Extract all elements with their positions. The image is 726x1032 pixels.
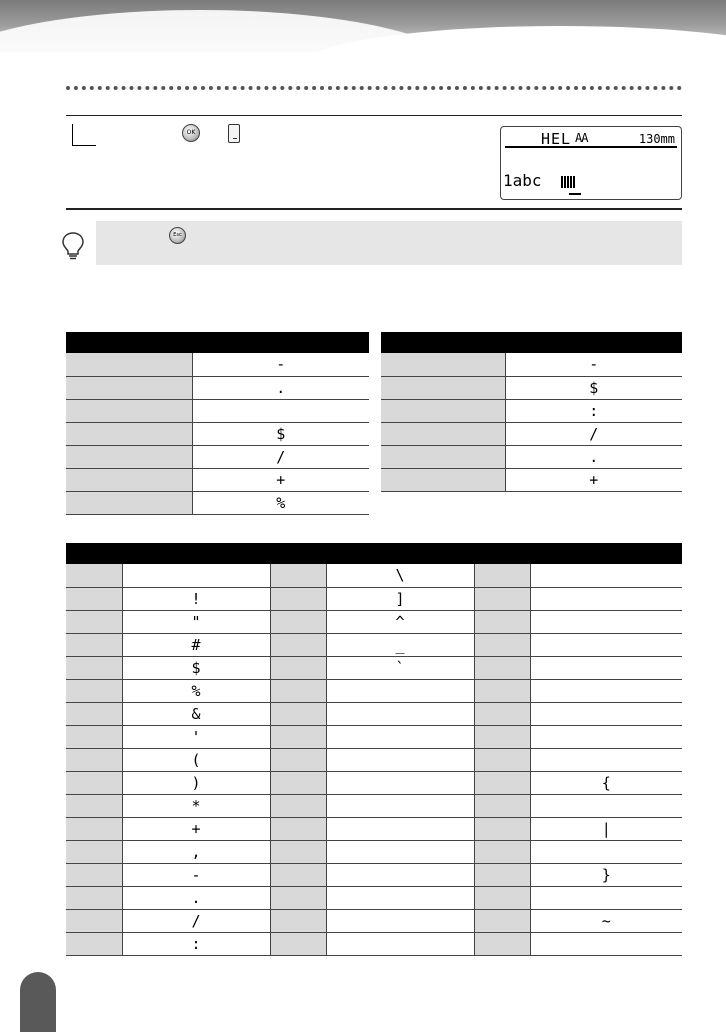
lightbulb-icon [62,232,84,260]
char-cell [326,840,474,863]
table-label-cell [66,422,192,445]
table-label-cell [270,817,326,840]
table-row [66,932,682,955]
table-label-cell [270,771,326,794]
table-label-cell [66,909,122,932]
char-cell [530,932,682,955]
table-right-header-cell [381,332,505,353]
esc-key-icon: Esc [169,227,186,244]
table-left [66,332,369,515]
hint-box [96,221,682,265]
char-cell: ^ [326,610,474,633]
table-row [66,702,682,725]
table-left-header-cell [66,332,192,353]
table-value-cell: / [505,422,682,445]
table-label-cell [474,610,530,633]
table-characters-header-cell [66,543,122,564]
char-cell: ! [122,587,270,610]
table-value-cell: $ [192,422,369,445]
table-label-cell [270,610,326,633]
char-cell: ( [122,748,270,771]
table-label-cell [270,702,326,725]
char-cell: } [530,863,682,886]
table-row [66,445,369,468]
char-cell: ' [122,725,270,748]
table-characters-header-cell [474,543,530,564]
char-cell: ] [326,587,474,610]
table-label-cell [474,656,530,679]
char-cell [530,725,682,748]
char-cell: # [122,633,270,656]
table-label-cell [66,679,122,702]
table-row [66,794,682,817]
enter-key-icon [228,124,240,143]
table-label-cell [66,656,122,679]
table-value-cell [192,399,369,422]
table-label-cell [474,863,530,886]
table-label-cell [270,932,326,955]
table-row [66,886,682,909]
table-label-cell [474,564,530,587]
table-left-header-cell [192,332,369,353]
table-label-cell [66,840,122,863]
table-characters-header-cell [530,543,682,564]
char-cell: % [122,679,270,702]
table-label-cell [474,771,530,794]
table-label-cell [66,353,192,376]
table-row [66,610,682,633]
top-banner [0,0,726,52]
lcd-barcode-glyph [561,176,575,188]
table-value-cell: + [192,468,369,491]
table-label-cell [66,794,122,817]
table-label-cell [474,886,530,909]
table-label-cell [474,748,530,771]
lcd-text-line [503,171,542,190]
table-label-cell [270,886,326,909]
table-row [66,656,682,679]
lcd-line-marker: 1 [503,171,513,190]
char-cell [326,702,474,725]
table-row [66,468,369,491]
table-label-cell [381,422,505,445]
table-label-cell [381,353,505,376]
ok-key-icon: OK [182,124,200,142]
table-label-cell [66,702,122,725]
table-row [66,353,369,376]
char-cell [530,886,682,909]
table-characters-header-cell [122,543,270,564]
section-dotted-rule [66,86,682,90]
table-label-cell [474,794,530,817]
table-label-cell [66,491,192,514]
table-row [66,817,682,840]
table-label-cell [270,564,326,587]
lcd-status-bar [505,130,677,148]
table-row [66,491,369,514]
char-cell [326,771,474,794]
table-value-cell: . [505,445,682,468]
table-label-cell [66,771,122,794]
table-label-cell [270,909,326,932]
char-cell: . [122,886,270,909]
table-label-cell [270,587,326,610]
table-row [381,353,682,376]
table-label-cell [66,376,192,399]
table-label-cell [474,679,530,702]
table-label-cell [474,840,530,863]
char-cell [326,817,474,840]
char-cell: - [122,863,270,886]
table-label-cell [474,817,530,840]
table-value-cell: % [192,491,369,514]
char-cell: " [122,610,270,633]
char-cell [326,909,474,932]
table-characters [66,543,682,956]
lcd-text: abc [512,171,542,190]
table-label-cell [66,748,122,771]
char-cell [530,748,682,771]
table-label-cell [474,587,530,610]
table-right-header [381,332,682,353]
char-cell [326,725,474,748]
table-value-cell: - [505,353,682,376]
lcd-size: AA [575,131,588,145]
table-row [66,909,682,932]
char-cell: ~ [530,909,682,932]
table-value-cell: - [192,353,369,376]
table-characters-header [66,543,682,564]
char-cell: + [122,817,270,840]
table-label-cell [381,468,505,491]
char-cell: \ [326,564,474,587]
char-cell [530,656,682,679]
table-row [66,633,682,656]
table-row [381,376,682,399]
table-label-cell [66,725,122,748]
lcd-display [500,126,682,200]
step-rule-top [66,115,682,116]
char-cell: $ [122,656,270,679]
table-value-cell: . [192,376,369,399]
table-value-cell: / [192,445,369,468]
table-label-cell [66,610,122,633]
table-row [381,399,682,422]
table-right-header-cell [505,332,682,353]
char-cell: { [530,771,682,794]
char-cell [530,679,682,702]
table-label-cell [270,748,326,771]
table-label-cell [270,656,326,679]
table-row [66,564,682,587]
lcd-mode: HEL [541,130,572,148]
lcd-length: 130mm [638,132,675,146]
table-label-cell [66,886,122,909]
char-cell [122,564,270,587]
table-right [381,332,682,492]
char-cell: & [122,702,270,725]
table-row [66,863,682,886]
page-number-tab [20,972,56,1032]
table-label-cell [270,794,326,817]
table-row [66,399,369,422]
char-cell [326,748,474,771]
char-cell: _ [326,633,474,656]
table-row [66,679,682,702]
table-label-cell [66,445,192,468]
char-cell [530,633,682,656]
table-label-cell [270,633,326,656]
table-label-cell [474,725,530,748]
table-row [66,771,682,794]
table-row [66,840,682,863]
table-row [66,587,682,610]
table-label-cell [474,932,530,955]
table-label-cell [66,633,122,656]
table-row [66,422,369,445]
table-label-cell [381,399,505,422]
table-label-cell [66,863,122,886]
table-value-cell: + [505,468,682,491]
table-row [66,748,682,771]
char-cell [530,794,682,817]
table-label-cell [66,564,122,587]
char-cell [326,679,474,702]
char-cell: , [122,840,270,863]
char-cell [530,587,682,610]
table-label-cell [270,679,326,702]
table-row [66,376,369,399]
char-cell [530,610,682,633]
table-value-cell: : [505,399,682,422]
char-cell [530,702,682,725]
table-row [66,725,682,748]
table-label-cell [66,399,192,422]
step-rule-bottom [66,208,682,210]
table-row [381,422,682,445]
char-cell: ` [326,656,474,679]
char-cell [326,794,474,817]
char-cell: | [530,817,682,840]
table-label-cell [270,725,326,748]
table-label-cell [381,376,505,399]
table-label-cell [381,445,505,468]
table-label-cell [474,633,530,656]
char-cell: ) [122,771,270,794]
table-label-cell [66,468,192,491]
table-characters-header-cell [326,543,474,564]
char-cell [326,886,474,909]
step-number-box [72,124,96,146]
table-label-cell [66,587,122,610]
table-label-cell [270,863,326,886]
table-label-cell [474,702,530,725]
table-characters-header-cell [270,543,326,564]
table-label-cell [66,932,122,955]
char-cell: / [122,909,270,932]
table-value-cell: $ [505,376,682,399]
table-label-cell [474,909,530,932]
char-cell [326,863,474,886]
char-cell [530,840,682,863]
char-cell [530,564,682,587]
char-cell [326,932,474,955]
table-row [381,445,682,468]
table-label-cell [270,840,326,863]
table-left-header [66,332,369,353]
char-cell: : [122,932,270,955]
char-cell: * [122,794,270,817]
table-row [381,468,682,491]
lcd-cursor [569,193,581,195]
table-label-cell [66,817,122,840]
